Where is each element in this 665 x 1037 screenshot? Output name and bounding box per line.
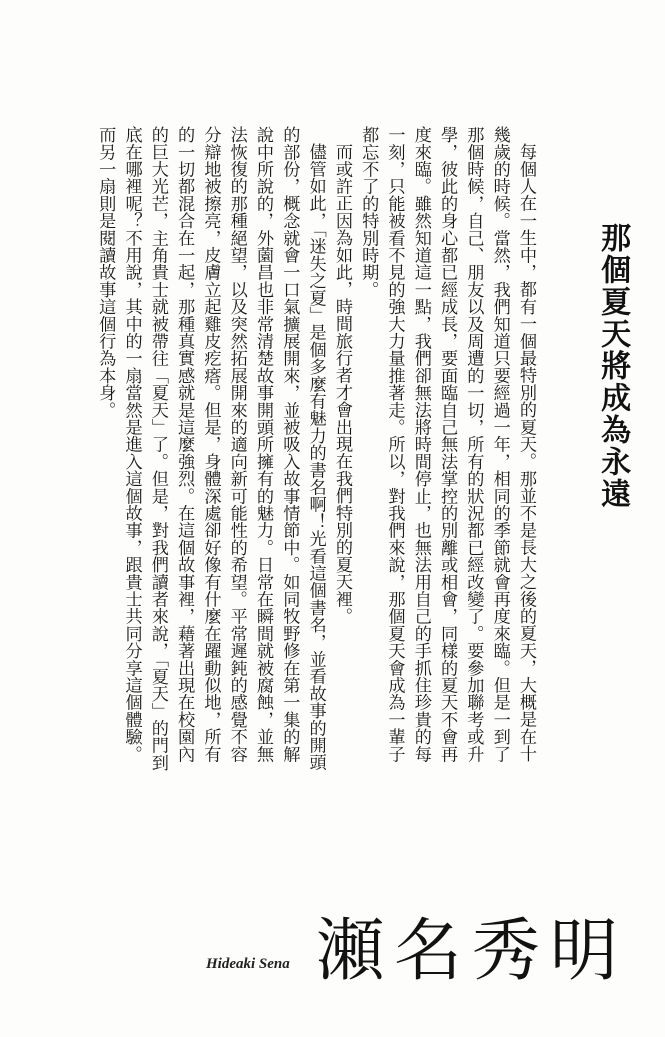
paragraph-2: 而或許正因為如此，時間旅行者才會出現在我們特別的夏天裡。	[331, 143, 352, 625]
essay-body	[84, 126, 539, 776]
paragraph-3: 儘管如此，「迷失之夏」是個多麼有魅力的書名啊！光看這個書名，並看故事的開頭的部份，概念就會一口氣擴展開來，並被吸入故事情節中。如同牧野修在第一集的解說中所說的，外薗昌也非常清楚故事開頭所擁有的魅力。日常在瞬間就被腐蝕，並無法恢復的那種絕望，以及突然拓展開來的適向新可能性的希望。平常遲鈍的感覺不容分辯地被擦亮，皮膚立起雞皮疙瘩。但是，身體深處卻好像有什麼在躍動似地，所有的一切都混合在一起，那種真實感就是這麼強烈。在這個故事裡，藉著出現在校園內的巨大光芒，主角貴士就被帶往「夏天」了。但是，對我們讀者來說，「夏天」的門到底在哪裡呢？不用說，其中的一扇當然是進入這個故事，跟貴士共同分享這個體驗。而另一扇則是閱讀故事這個行為本身。	[95, 126, 326, 771]
paragraph-1: 每個人在一生中，都有一個最特別的夏天。那並不是長大之後的夏天，大概是在十幾歲的時候。當然，我們知道只要經過一年，相同的季節就會再度來臨。但是一到了那個時候，自己、朋友以及周遭的一切，所有的狀況都已經改變了。要參加聯考或升學，彼此的身心都已經成長，要面臨自己無法掌控的別離或相會，同樣的夏天不會再度來臨。雖然知道這一點，我們卻無法將時間停止，也無法用自己的手抓住珍貴的每一刻，只能被看不見的強大力量推著走。所以，對我們來說，那個夏天會成為一輩子都忘不了的特別時期。	[358, 126, 536, 763]
essay-title: 那個夏天將成為永遠	[595, 222, 631, 510]
author-signature-name: 瀬名秀明	[316, 912, 629, 991]
author-romanized-name: Hideaki Sena	[206, 956, 290, 972]
